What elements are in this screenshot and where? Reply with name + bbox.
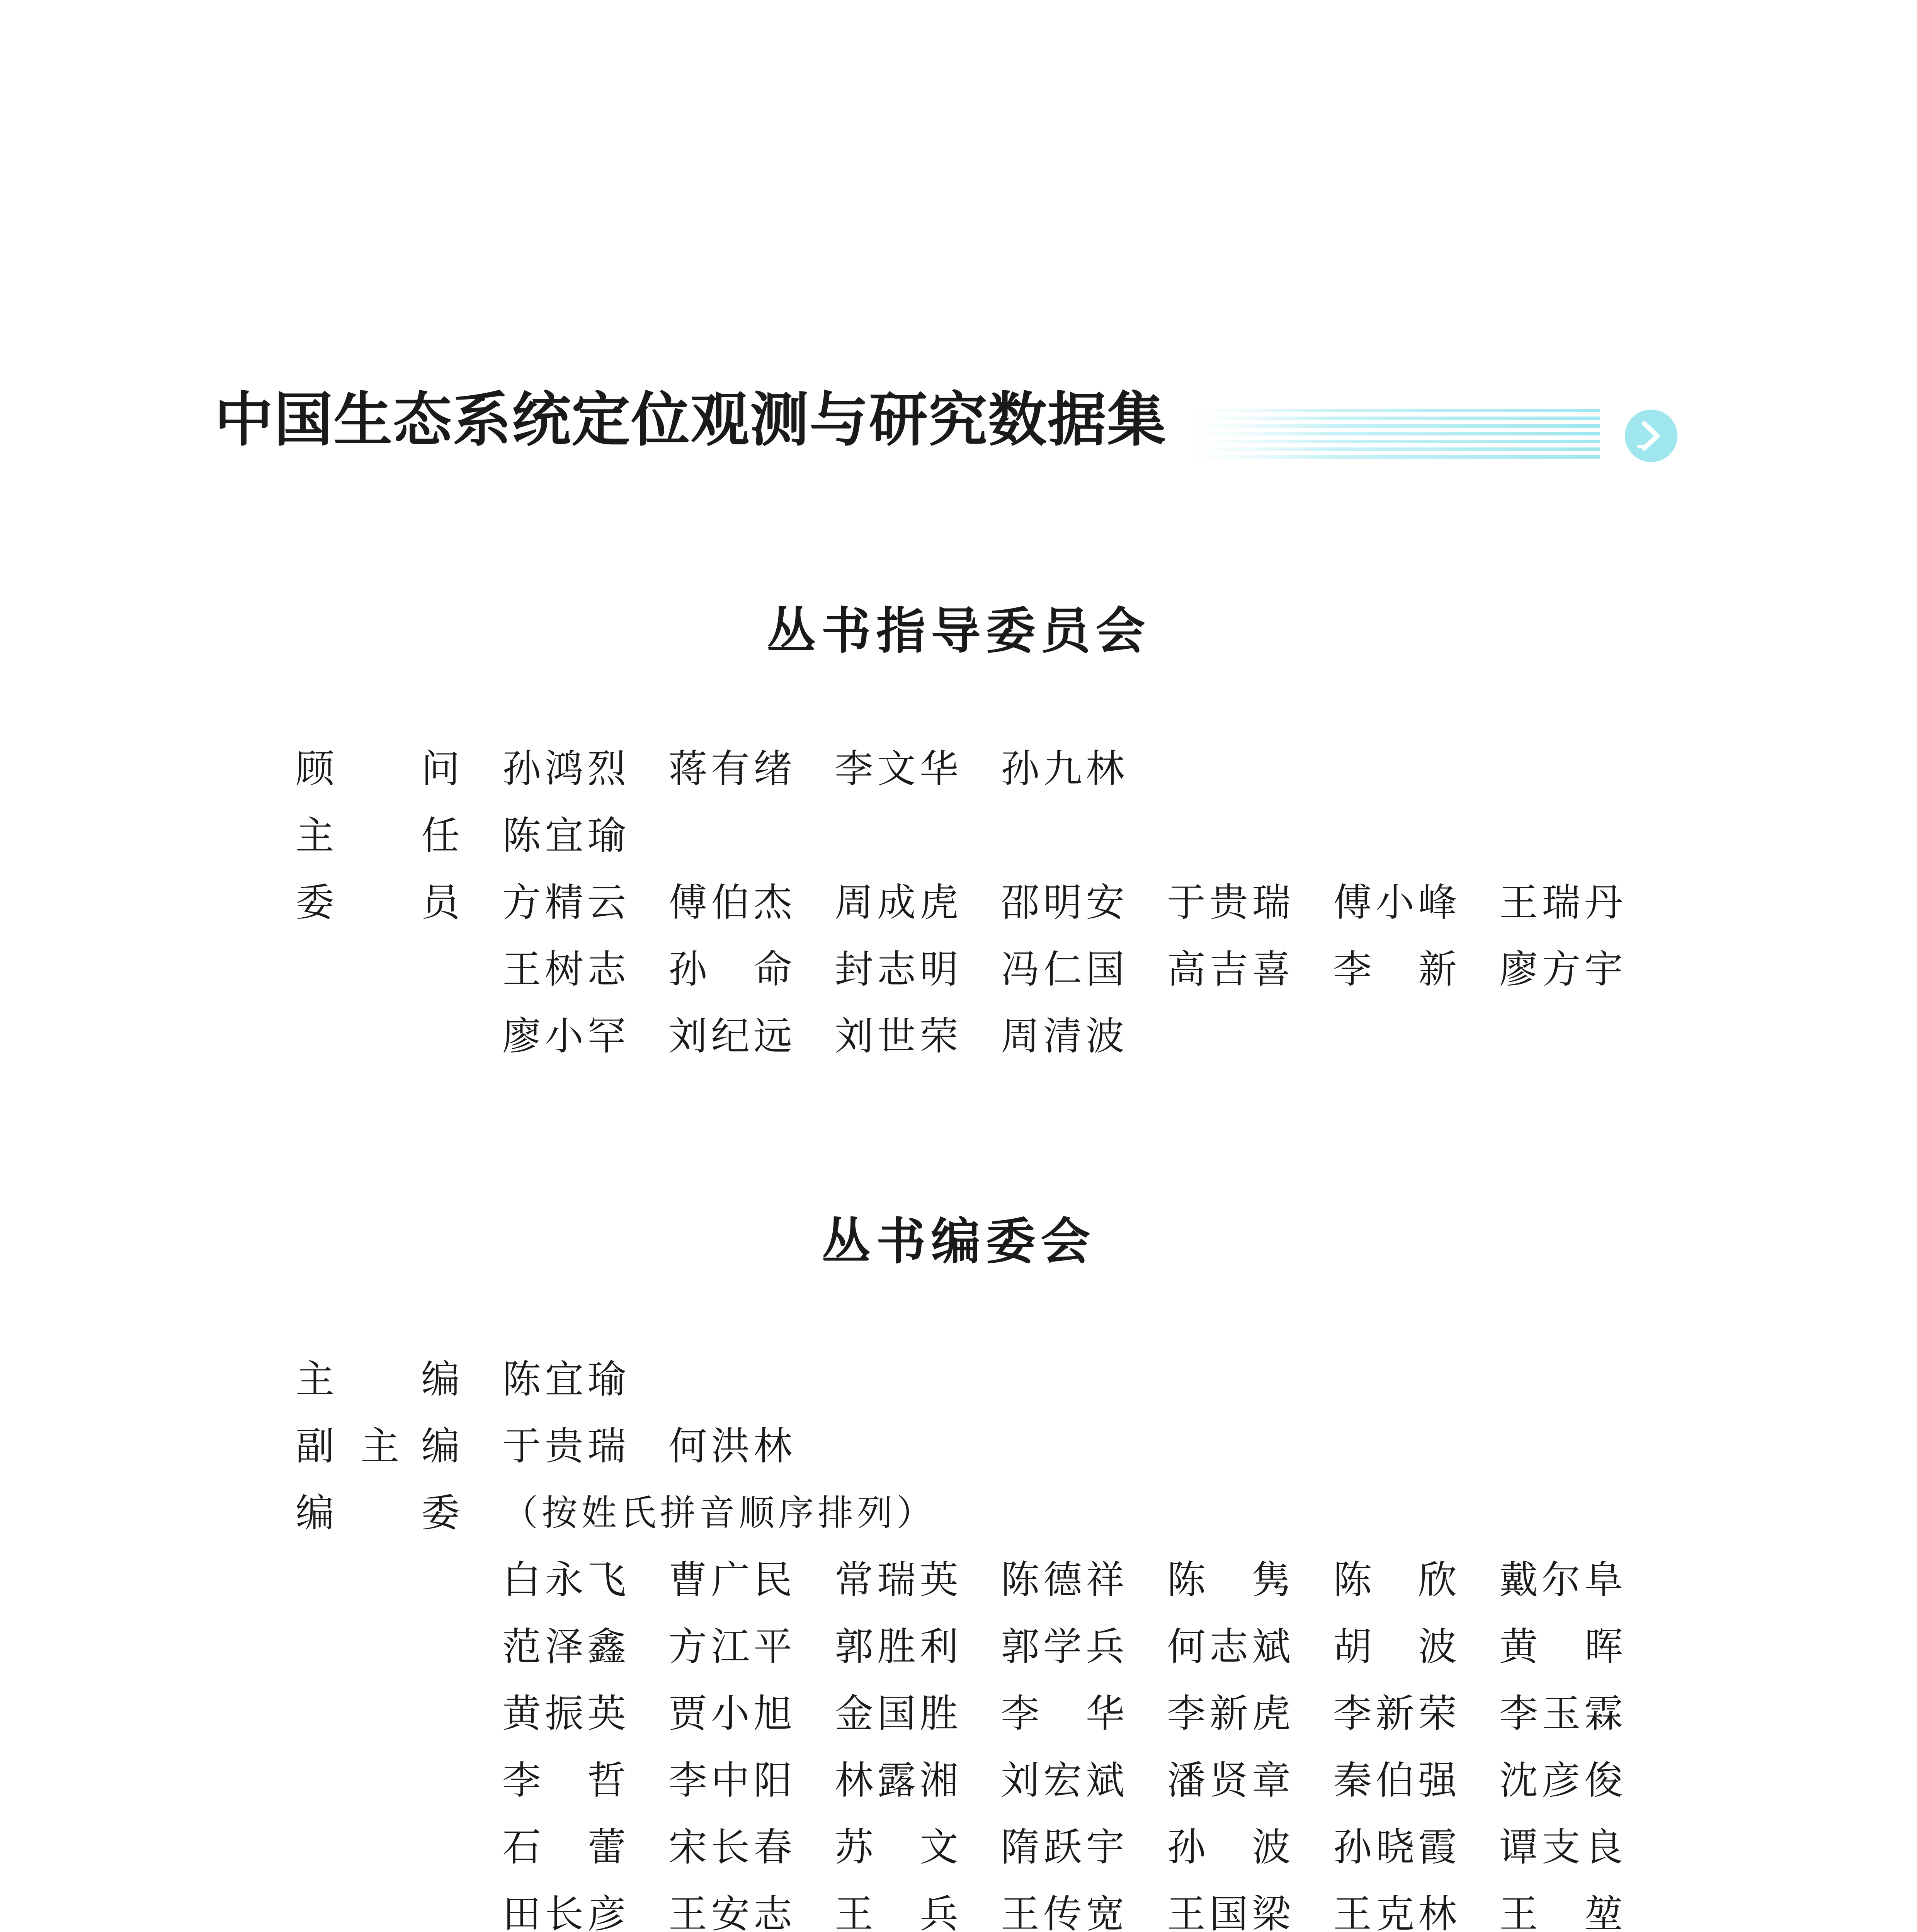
person-name: 戴尔阜 [1499,1557,1623,1602]
role-char: 主 [296,813,334,858]
person-name: 王传宽 [1001,1891,1124,1932]
chevron-right-circle-icon [1624,409,1678,463]
person-name: 傅伯杰 [668,880,792,925]
person-name: 白永飞 [502,1557,626,1602]
advisors-names [502,746,1665,813]
person-name: 沈彦俊 [1499,1758,1623,1803]
role-char: 编 [296,1490,334,1536]
person-name: 刘纪远 [668,1014,792,1059]
person-name: 冯仁国 [1001,947,1124,992]
person-name: 何志斌 [1167,1624,1291,1669]
person-name: 于贵瑞 [1167,880,1291,925]
person-name: 秦伯强 [1333,1758,1457,1803]
role-char: 员 [421,880,460,925]
person-name: 潘贤章 [1167,1758,1291,1803]
person-name: 陈德祥 [1001,1557,1124,1602]
person-name: 王克林 [1333,1891,1457,1932]
person-name: 刘世荣 [835,1014,958,1059]
person-name: 廖方宇 [1499,947,1623,992]
role-chief-editor [296,1356,458,1403]
person-name: 常瑞英 [835,1557,958,1602]
person-name: 李文华 [835,746,958,791]
person-name: 田长彦 [502,1891,626,1932]
person-name: 谭支良 [1499,1825,1623,1870]
person-name: 石 蕾 [502,1825,626,1870]
person-name: 陈宜瑜 [502,1357,626,1402]
person-name: 周清波 [1001,1014,1124,1059]
person-name: 李新荣 [1333,1691,1457,1736]
director-names [502,813,1665,879]
person-name: 王 兵 [835,1891,958,1932]
person-name: 方江平 [668,1624,792,1669]
person-name: 于贵瑞 [502,1423,626,1469]
person-name: 贾小旭 [668,1691,792,1736]
person-name: 郭胜利 [835,1624,958,1669]
role-char: 顾 [296,746,334,791]
role-char: 问 [421,746,460,791]
role-char: 主 [296,1357,334,1402]
role-char: 编 [421,1357,460,1402]
person-name: 孙晓霞 [1333,1825,1457,1870]
person-name: 王 堃 [1499,1891,1623,1932]
role-char: 委 [421,1490,460,1536]
person-name: 林露湘 [835,1758,958,1803]
person-name: 陈宜瑜 [502,813,626,858]
person-name: 范泽鑫 [502,1624,626,1669]
role-char: 编 [421,1423,460,1469]
person-name: 李 华 [1001,1691,1124,1736]
members-names [502,879,1665,1080]
role-advisors [296,746,458,792]
series-title: 中国生态系统定位观测与研究数据集 [214,385,1167,454]
editors-names [502,1557,1665,1932]
chief-editor-names [502,1356,1665,1423]
person-name: 孙 命 [668,947,792,992]
person-name: 封志明 [835,947,958,992]
person-name: 刘宏斌 [1001,1758,1124,1803]
person-name: 王树志 [502,947,626,992]
role-char: 副 [296,1423,334,1469]
role-editors [296,1490,458,1536]
person-name: 苏 文 [835,1825,958,1870]
person-name: 孙 波 [1167,1825,1291,1870]
person-name: 周成虎 [835,880,958,925]
person-name: 金国胜 [835,1691,958,1736]
person-name: 何洪林 [668,1423,792,1469]
person-name: 李新虎 [1167,1691,1291,1736]
person-name: 邵明安 [1001,880,1124,925]
editors-ordering-note: （按姓氏拼音顺序排列） [502,1492,936,1534]
person-name: 李 新 [1333,947,1457,992]
role-char: 任 [421,813,460,858]
editorial-board-title: 丛书编委会 [821,1213,1096,1270]
person-name: 李中阳 [668,1758,792,1803]
person-name: 黄振英 [502,1691,626,1736]
person-name: 李玉霖 [1499,1691,1623,1736]
person-name: 王瑞丹 [1499,880,1623,925]
person-name: 曹广民 [668,1557,792,1602]
person-name: 陈 欣 [1333,1557,1457,1602]
deputy-chief-editor-names [502,1423,1665,1490]
person-name: 王安志 [668,1891,792,1932]
person-name: 宋长春 [668,1825,792,1870]
person-name: 孙鸿烈 [502,746,626,791]
person-name: 李 哲 [502,1758,626,1803]
person-name: 黄 晖 [1499,1624,1623,1669]
role-char: 委 [296,880,334,925]
role-deputy-chief-editor [296,1423,458,1469]
role-director [296,813,458,859]
person-name: 郭学兵 [1001,1624,1124,1669]
person-name: 胡 波 [1333,1624,1457,1669]
person-name: 傅小峰 [1333,880,1457,925]
person-name: 廖小罕 [502,1014,626,1059]
person-name: 蒋有绪 [668,746,792,791]
person-name: 隋跃宇 [1001,1825,1124,1870]
title-decoration-stripes [1190,406,1600,460]
person-name: 高吉喜 [1167,947,1291,992]
person-name: 陈 隽 [1167,1557,1291,1602]
person-name: 方精云 [502,880,626,925]
role-members [296,879,458,926]
guide-committee-title: 丛书指导委员会 [766,602,1151,660]
person-name: 孙九林 [1001,746,1124,791]
person-name: 王国梁 [1167,1891,1291,1932]
role-char: 主 [361,1423,399,1469]
